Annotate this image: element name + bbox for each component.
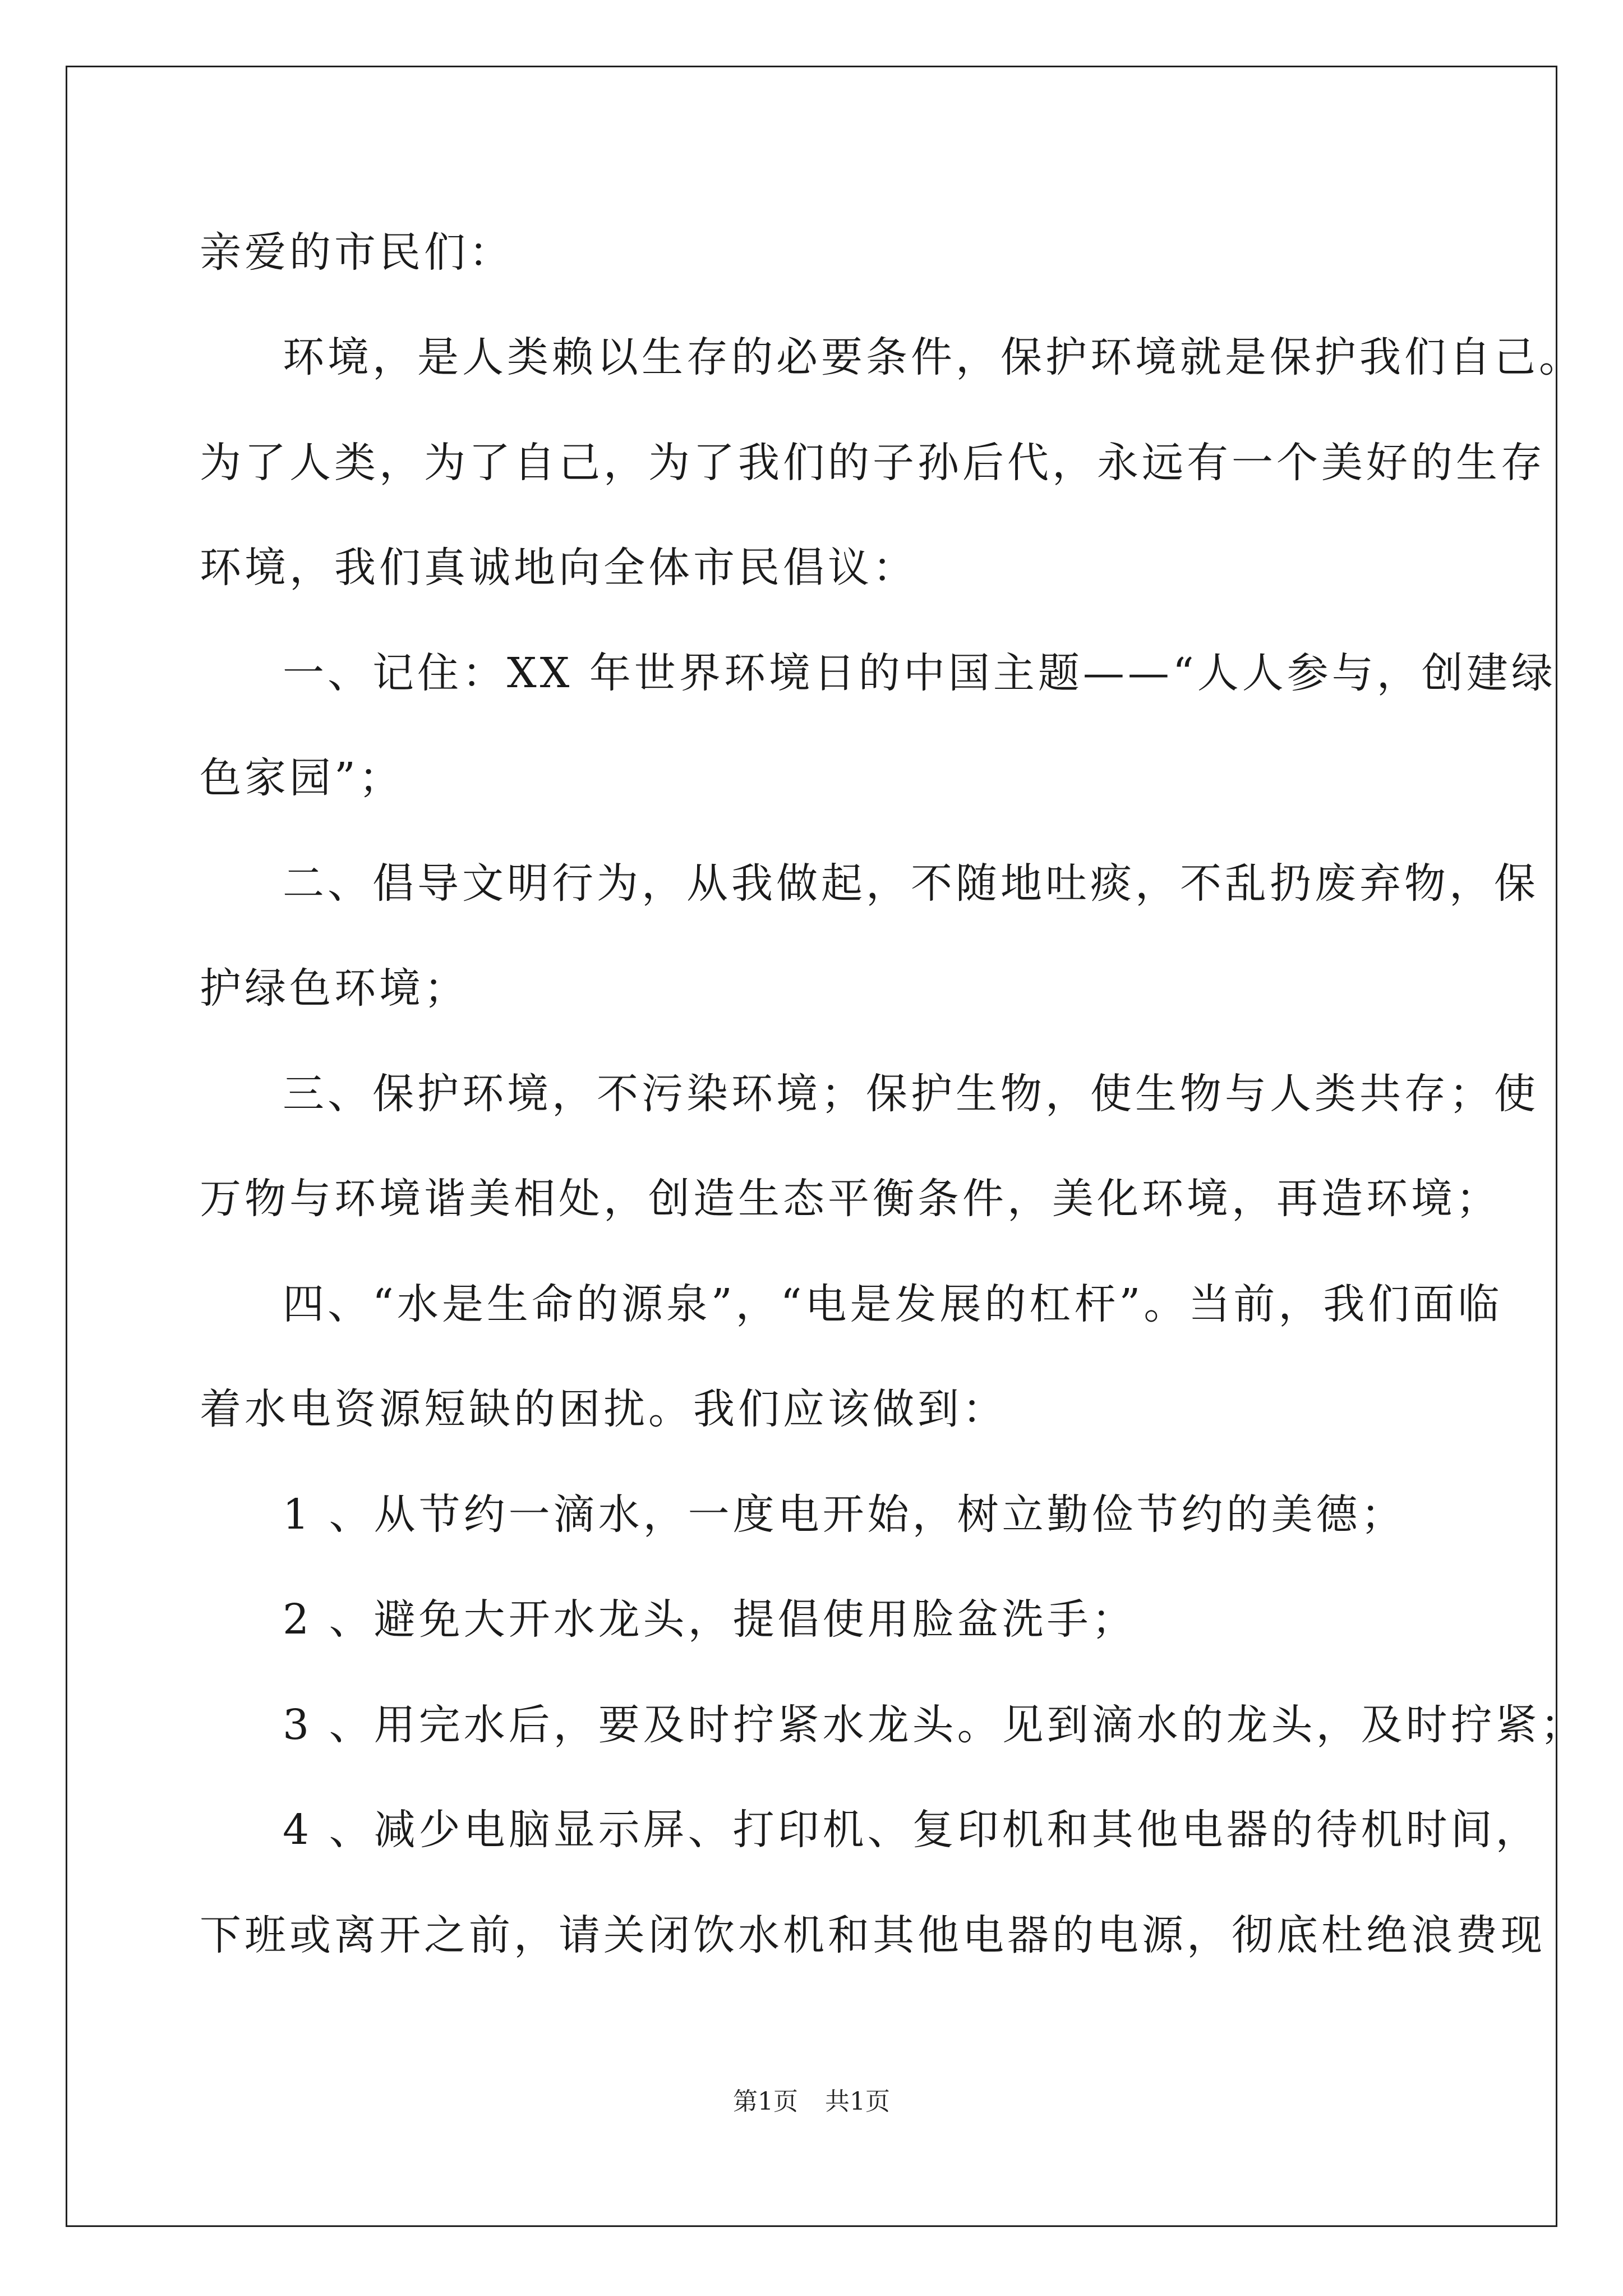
paragraph-line: 一、记住：XX 年世界环境日的中国主题——“人人参与，创建绿 xyxy=(283,649,1556,697)
list-item-line: 2 、避免大开水龙头，提倡使用脸盆洗手； xyxy=(283,1595,1137,1644)
paragraph-line: 二、倡导文明行为，从我做起，不随地吐痰，不乱扔废弃物，保 xyxy=(283,859,1539,908)
list-item-line: 4 、减少电脑显示屏、打印机、复印机和其他电器的待机时间， xyxy=(283,1806,1541,1854)
list-item-line: 下班或离开之前，请关闭饮水机和其他电器的电源，彻底杜绝浪费现 xyxy=(200,1911,1546,1959)
paragraph-line: 万物与环境谐美相处，创造生态平衡条件，美化环境，再造环境； xyxy=(200,1175,1501,1223)
paragraph-line: 护绿色环境； xyxy=(200,964,469,1013)
page-footer xyxy=(0,2085,1623,2119)
salutation-line: 亲爱的市民们： xyxy=(200,228,514,277)
paragraph-line: 四、“水是生命的源泉”，“电是发展的杠杆”。当前，我们面临 xyxy=(283,1280,1503,1328)
paragraph-line: 着水电资源短缺的困扰。我们应该做到： xyxy=(200,1385,1007,1433)
paragraph-line: 环境，是人类赖以生存的必要条件，保护环境就是保护我们自己。 xyxy=(283,333,1584,381)
list-item-line: 1 、从节约一滴水，一度电开始，树立勤俭节约的美德； xyxy=(283,1490,1406,1539)
paragraph-line: 为了人类，为了自己，为了我们的子孙后代，永远有一个美好的生存 xyxy=(200,439,1546,487)
list-item-line: 3 、用完水后，要及时拧紧水龙头。见到滴水的龙头，及时拧紧； xyxy=(283,1701,1585,1749)
page-total: 共1页 xyxy=(825,2087,890,2116)
paragraph-line: 环境，我们真诚地向全体市民倡议： xyxy=(200,544,917,592)
page-number: 第1页 xyxy=(733,2087,798,2116)
paragraph-line: 色家园”； xyxy=(200,754,404,802)
paragraph-line: 三、保护环境，不污染环境；保护生物，使生物与人类共存；使 xyxy=(283,1070,1539,1118)
